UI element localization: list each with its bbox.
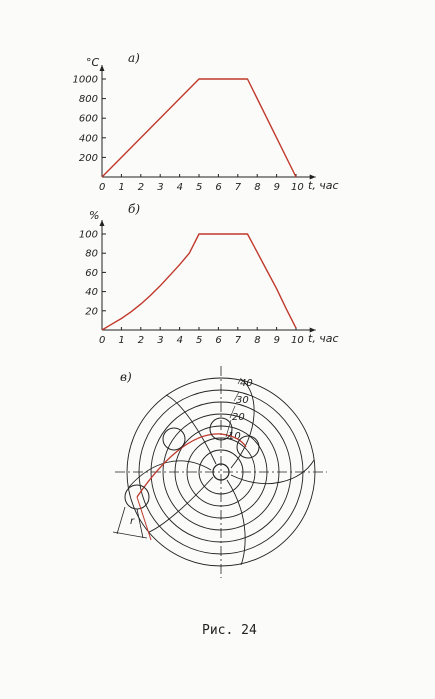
ring-label-30: 30 [236, 395, 249, 406]
ring-label-40: 40 [240, 378, 253, 389]
dimension-line [117, 507, 125, 534]
chart-a-xtick-label: 6 [215, 182, 222, 193]
chart-b-ytick-label: 60 [85, 267, 98, 279]
chart-b-ylabel: % [89, 209, 100, 222]
chart-b-xtick-label: 8 [254, 335, 261, 346]
diagram-panel-label: в) [120, 370, 132, 384]
chart-a-series-line [102, 79, 296, 177]
chart-b-ytick-label: 100 [78, 229, 98, 241]
chart-a-xtick-label: 10 [291, 182, 304, 193]
chart-b-xtick-label: 10 [291, 335, 304, 346]
chart-b-panel-label: б) [128, 202, 141, 216]
chart-a-xtick-label: 0 [99, 182, 106, 193]
chart-b [79, 202, 339, 346]
ring-label-10: 10 [228, 431, 241, 442]
chart-a-xtick-label: 4 [176, 182, 183, 193]
chart-b-xtick-label: 7 [234, 335, 242, 346]
chart-a-y-arrow [100, 65, 105, 71]
chart-b-series-line [102, 234, 296, 330]
chart-b-ytick-label: 40 [85, 287, 98, 299]
chart-b-xtick-label: 4 [176, 335, 183, 346]
chart-a-ytick-label: 200 [78, 152, 98, 164]
chart-a-xtick-label: 7 [234, 182, 242, 193]
chart-a-ytick-label: 800 [78, 94, 98, 106]
chart-b-ytick-label: 20 [85, 306, 98, 318]
chart-a-xtick-label: 2 [137, 182, 145, 193]
chart-a-xlabel: t, час [308, 179, 339, 192]
chart-a-xtick-label: 3 [157, 182, 164, 193]
chart-b-y-arrow [100, 220, 105, 226]
small-circle [237, 436, 259, 458]
chart-a-ytick-label: 1000 [72, 74, 98, 86]
chart-a [73, 51, 339, 193]
ring-label-20: 20 [232, 412, 245, 423]
chart-b-xtick-label: 1 [118, 335, 125, 346]
chart-b-ytick-label: 80 [85, 248, 98, 260]
chart-a-xtick-label: 9 [273, 182, 280, 193]
chart-a-ylabel: °C [86, 56, 100, 69]
chart-a-ytick-label: 400 [78, 133, 98, 145]
dimension-label-r: r [130, 516, 135, 527]
small-circle [163, 428, 185, 450]
chart-b-xtick-label: 6 [215, 335, 222, 346]
chart-b-xlabel: t, час [308, 332, 339, 345]
chart-a-panel-label: a) [128, 51, 140, 65]
chart-b-xtick-label: 3 [157, 335, 164, 346]
chart-b-xtick-label: 9 [273, 335, 280, 346]
chart-a-xtick-label: 1 [118, 182, 125, 193]
disc-diagram [113, 366, 327, 578]
chart-a-ytick-label: 600 [78, 113, 98, 125]
chart-b-xtick-label: 5 [196, 335, 203, 346]
chart-a-xtick-label: 5 [196, 182, 203, 193]
figure-caption: Рис. 24 [202, 623, 257, 638]
chart-a-xtick-label: 8 [254, 182, 261, 193]
guide-curve [137, 434, 246, 497]
chart-b-xtick-label: 0 [99, 335, 106, 346]
chart-b-xtick-label: 2 [137, 335, 145, 346]
